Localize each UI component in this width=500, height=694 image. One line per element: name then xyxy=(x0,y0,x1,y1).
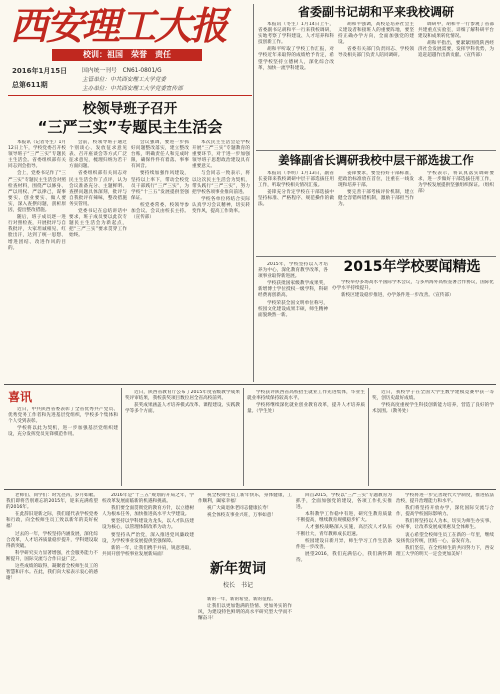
masthead xyxy=(0,0,252,112)
story2-column-2: 胡和平强调，高校是培养社会主义建设者和接班人的重要阵地，要坚持正确办学方向，全面加强党的建设。 省委有关部门负责同志、学校领导及相关部门负责人陪同调研。 xyxy=(338,22,414,59)
newyear-headline: 新年贺词 xyxy=(210,561,266,577)
story3-headline: 姜锋副省长调研我校中层干部选拔工作 xyxy=(278,153,474,167)
motto-band xyxy=(52,49,202,61)
host-unit: 主管单位：中共西安理工大学党委 xyxy=(82,77,166,83)
lead-column-2: 会前，校领导班子通过个别谈心、发放征求意见表、召开座谈会等方式广泛征求意见，梳理归纳为若干方面问题。 省委组织部有关同志对民主生活会作了点评，认为会议准备充分、主题鲜明、查摆问题具体深刻，批评与自我批评有辣味，整改措施务实管用。 党委书记在总结讲话中要求，班子成员要以此次专题民主生活会为新起点，把“三严三实”要求贯穿工作始终。 xyxy=(69,140,127,239)
story4-headline: 2015年学校要闻精选 xyxy=(343,259,481,275)
lead-column-4: 本次民主生活会是学校开展“三严三实”专题教育的重要环节，对于进一步加强领导班子思想政治建设具有重要意义。 与会同志一致表示，将以这次民主生活会为契机，带头践行“三严三实”，努力把学校各项事业推向前进。 学校各单位将结合实际认真学习会议精神，切实转变作风，提高工作效率。 xyxy=(192,140,250,215)
motto-label: 校训： xyxy=(83,50,107,59)
story5-column-3: 学校获评陕西省高校招生就业工作先进集体，毕业生就业率持续保持较高水平。 学校将继续深化就业创业教育改革，提升人才培养质量。（学生处） xyxy=(247,390,365,415)
newyear-column-3b: 新的一年，新的希望，新的征程。 让我们以更加饱满的热情、更加务实的作风，为建设特色鲜明的高水平研究型大学而不懈奋斗！ xyxy=(198,597,292,622)
cn-number: 国内统一刊号 CN61-0801/G xyxy=(82,68,162,74)
lead-headline: “三严三实”专题民主生活会 xyxy=(37,118,223,136)
lead-column-3: 会议强调，要进一步抓好问题整改落实，建立整改台账，明确责任人和完成时限，确保件件有着落、事事有回音。 要持续加强作风建设，坚持以上率下，带动全校党员干部践行“三严三实”，为学校“十三五”发展提供坚强保证。 校党委常委、校领导参加会议。会议由校长主持。（宣传部） xyxy=(131,140,189,221)
newyear-column-3: 祝全校师生员工新年快乐，身体健康，工作顺利，阖家幸福！ 祝广大离退休老同志健康长寿！ 祝全体校友事业兴旺，万事如意！ xyxy=(198,493,292,519)
story3-column-3: 学校表示，将认真落实调研要求，进一步做好干部选拔任用工作，为学校发展提供坚强组织保证。（组织部） xyxy=(418,171,494,195)
story5-column-1: 近日，中共陕西省委表彰了全省优秀共产党员、优秀党务工作者和先进基层党组织，学校多个集体和个人受到表彰。 学校将以此为契机，进一步加强基层党组织建设，充分发挥党员先锋模范作用。 xyxy=(8,407,118,438)
lead-column-1: 本报讯（记者冬生）1月12日上午，学校党委召开校领导班子“三严三实”专题民主生活会。省委组织部有关同志到会指导。 会上，党委书记作了“三严三实”专题民主生活会对照检查材料，围绕严以修身、严以用权、严以律己，谋事要实、创业要实、做人要实，深入查摆问题，剖析原因，提出整改措施。 随后，班子成员逐一进行对照检查，开展批评与自我批评，大家坦诚相见、红脸出汗，达到了统一思想、增进团结、改进作风的目的。 xyxy=(8,140,66,251)
story3-column-2: 姜锋要求，要坚持好干部标准，把政治标准放在首位，注重在一线发现和培养干部。 要完善干部考核评价机制，建立健全容错纠错机制，激励干部担当作为。 xyxy=(338,171,414,208)
newyear-column-4: 回首2015，学校以“三严三实”专题教育为抓手，全面加强党的建设，各项工作扎实推进。 本科教学工作稳中有进，研究生教育质量不断提高，继续教育规模稳步扩大。 人才强校战略深入实施，高层次人才队伍不断壮大，青年教师成长迅速。 校园建设日新月异，师生学习工作生活条件进一步改善。 展望2016，我们充满信心，我们满怀期待。 xyxy=(296,493,392,563)
issue-number: 总第611期 xyxy=(12,81,48,89)
publisher-unit: 主办单位：中共西安理工大学党委宣传部 xyxy=(82,86,183,92)
masthead-title: 西安理工大报 xyxy=(10,3,227,48)
motto: 祖国 荣誉 责任 xyxy=(107,50,171,59)
story5-headline: 喜讯 xyxy=(8,390,33,404)
story5-column-2: 近日，陕西省教育厅公布了2015年度省级教学成果奖评审结果，我校获奖项目数位居全省高校前列。 获奖成果涵盖人才培养模式改革、课程建设、实践教学等多个方面。 xyxy=(125,390,240,415)
story3-column-1: 本报讯（李明）1月13日，副省长姜锋来我校调研中层干部选拔任用工作，听取学校相关情况汇报。 姜锋充分肯定学校在干部选拔中坚持标准、严格程序、规范操作的做法。 xyxy=(258,171,334,208)
story4-column-2: 学校举办多场高水平国际学术会议，与多所海外高校签署合作协议，国际化办学水平持续提升。 新校区建设稳步推进，办学条件进一步改善。（宣传部） xyxy=(332,280,494,299)
story5-column-4: 近日，我校学子在全国大学生数学建模竞赛中获一等奖，创历史最好成绩。 学校高度重视学生科技创新能力培养，营造了良好的学术氛围。（教务处） xyxy=(372,390,494,415)
lead-kicker: 校领导班子召开 xyxy=(82,101,178,117)
story4-column-1: 2015年，学校坚持以人才培养为中心，深化教育教学改革，各项事业取得新进展。 学校获批国家级教学成果奖，新增博士学位授权一级学科，科研经费再创新高。 学校荣获全国文明单位称号，校园文化建设成果丰硕，师生精神面貌焕然一新。 xyxy=(258,262,328,318)
issue-date: 2016年1月15日 xyxy=(12,67,68,75)
newyear-column-5: 学校将进一步完善现代大学制度，推进依法治校，提升治理能力和水平。 我们将坚持开放办学，深化国际交流与合作，提高学校国际影响力。 我们将坚持以人为本，切实为师生办实事、办好事，让改革发展成果惠及全体师生。 衷心希望全校师生员工在新的一年里，继续发扬优良传统，团结一心，奋发有为。 我们坚信，在全校师生的共同努力下，西安理工大学的明天一定会更加美好！ xyxy=(396,493,494,557)
newyear-byline: 校长 书记 xyxy=(222,582,253,589)
newyear-column-2: 2016年是“十三五”规划的开局之年，学校改革发展面临新的机遇和挑战。 我们要全面贯彻党的教育方针，以立德树人为根本任务，加快推进高水平大学建设。 要坚持以学科建设为龙头，以人才队伍建设为核心，以管理体制改革为动力。 要坚持从严治党，深入推进党风廉政建设，为学校事业发展提供坚强保障。 新的一年，让我们携手并肩，锐意进取，共同开创学校事业发展新局面！ xyxy=(102,493,194,557)
story2-headline: 省委副书记胡和平来我校调研 xyxy=(297,5,454,19)
story2-column-3: 调研中，胡和平一行参观了省部共建重点实验室，详细了解科研平台建设和成果转化情况。 胡和平指出，要紧紧围绕陕西经济社会发展需要，发挥学科优势，为追赶超越作出新贡献。（宣传部） xyxy=(418,22,494,59)
newyear-column-1: 老师们、同学们：时光荏苒，岁月如歌。我们即将告别难忘的2015年，迎来充满希望的2016年。 在此辞旧迎新之际，我们谨代表学校党委和行政，向全校师生员工致以新年的美好祝福！ 过去的一年，学校坚持内涵发展，深化综合改革，人才培养质量稳步提升，学科建设取得新突破。 科学研究实力显著增强，社会服务能力不断提升，国际交流与合作日益广泛。 这些成绩的取得，凝聚着全校师生员工的智慧和汗水。在此，我们向大家表示衷心的感谢！ xyxy=(6,493,98,582)
newyear-title-box xyxy=(198,560,278,594)
story2-column-1: 本报讯（冬生）1月14日上午，省委副书记胡和平一行来我校调研，实地考察了学科建设、人才培养和科技创新工作。 胡和平听取了学校工作汇报，对学校近年来取得的成绩给予肯定，希望学校坚持立德树人，深化综合改革，加快一流学科建设。 xyxy=(258,22,334,71)
